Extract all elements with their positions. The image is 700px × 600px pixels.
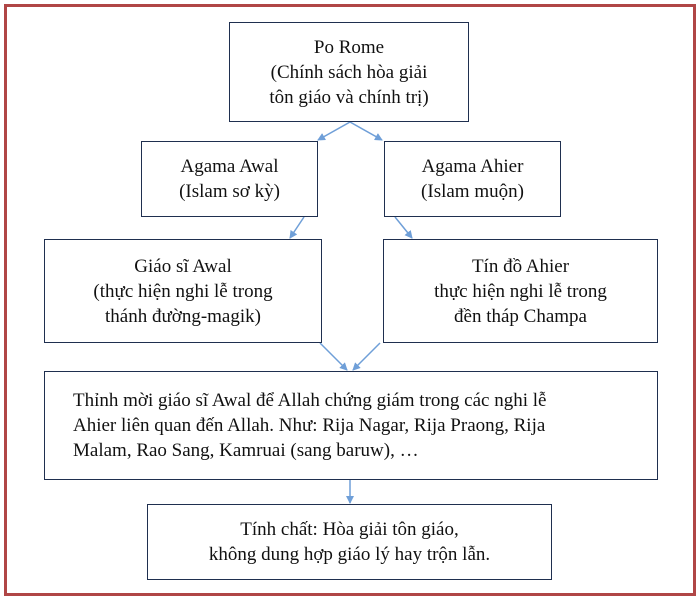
arrow-tin-do-to-invite — [353, 343, 380, 370]
tin-do-ahier-line-3: đền tháp Champa — [454, 305, 587, 327]
agama-awal-box — [141, 141, 318, 217]
invite-awal-line-3: Malam, Rao Sang, Kamruai (sang baruw), … — [73, 440, 419, 461]
agama-awal-line-1: Agama Awal — [180, 156, 279, 177]
invite-awal-box — [44, 371, 658, 480]
po-rome-box — [229, 22, 469, 122]
agama-ahier-line-2: (Islam muộn) — [421, 181, 524, 202]
arrow-giao-si-to-invite — [320, 343, 347, 370]
tin-do-ahier-line-1: Tín đồ Ahier — [471, 255, 570, 277]
nature-box — [147, 504, 552, 580]
po-rome-line-3: tôn giáo và chính trị) — [269, 86, 429, 108]
agama-awal-line-2: (Islam sơ kỳ) — [179, 181, 280, 202]
giao-si-awal-line-1: Giáo sĩ Awal — [134, 255, 232, 277]
po-rome-line-1: Po Rome — [313, 36, 385, 58]
invite-awal-line-1: Thỉnh mời giáo sĩ Awal để Allah chứng giám trong các nghi lễ — [73, 390, 547, 411]
arrow-awal-to-giao-si — [290, 217, 304, 238]
agama-ahier-line-1: Agama Ahier — [421, 156, 524, 177]
po-rome-line-2: (Chính sách hòa giải — [270, 61, 428, 83]
giao-si-awal-line-2: (thực hiện nghi lễ trong — [93, 280, 273, 302]
tin-do-ahier-line-2: thực hiện nghi lễ trong — [434, 280, 607, 302]
nature-line-2: không dung hợp giáo lý hay trộn lẫn. — [208, 544, 491, 565]
giao-si-awal-line-3: thánh đường-magik) — [105, 305, 261, 327]
arrow-po-rome-to-ahier — [350, 122, 382, 140]
giao-si-awal-box — [44, 239, 322, 343]
arrow-ahier-to-tin-do — [395, 217, 412, 238]
agama-ahier-box — [384, 141, 561, 217]
nature-line-1: Tính chất: Hòa giải tôn giáo, — [240, 519, 459, 540]
arrow-po-rome-to-awal — [318, 122, 350, 140]
invite-awal-line-2: Ahier liên quan đến Allah. Như: Rija Nagar, Rija Praong, Rija — [73, 415, 546, 436]
tin-do-ahier-box — [383, 239, 658, 343]
